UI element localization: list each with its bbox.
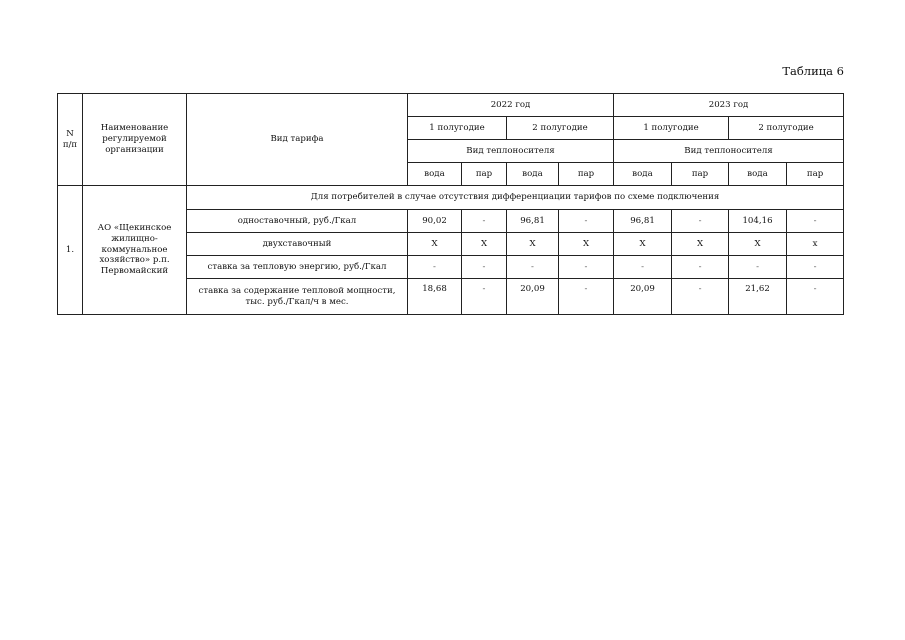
value-cell: - [408,256,462,279]
header-2022-half-1: 1 полугодие [408,117,507,140]
value-cell: Х [462,233,507,256]
header-organization-line: Наименование [100,123,169,134]
org-name-line: АО «Щекинское [97,223,172,234]
tariff-name: одноставочный, руб./Гкал [187,210,408,233]
value-cell: 20,09 [614,279,672,315]
value-cell: - [672,210,729,233]
value-cell: Х [614,233,672,256]
header-water: вода [729,163,787,186]
value-cell: 21,62 [729,279,787,315]
value-cell: - [507,256,559,279]
header-steam: пар [559,163,614,186]
header-2022-carrier: Вид теплоносителя [408,140,614,163]
header-2023-half-1: 1 полугодие [614,117,729,140]
value-cell: Х [559,233,614,256]
header-organization-line: регулируемой [102,134,167,145]
tariff-name-line: ставка за содержание тепловой мощности, [198,285,396,296]
tariff-name [187,279,408,315]
value-cell: Х [729,233,787,256]
header-number-line: п/п [62,139,78,150]
header-steam: пар [462,163,507,186]
value-cell: - [462,279,507,315]
value-cell: - [787,256,844,279]
value-cell: - [559,279,614,315]
header-number [58,94,83,186]
tariff-name: двухставочный [187,233,408,256]
header-steam: пар [672,163,729,186]
table-caption: Таблица 6 [782,64,844,78]
header-2022-half-2: 2 полугодие [507,117,614,140]
tariff-name-line: тыс. руб./Гкал/ч в мес. [245,296,349,307]
section-row [58,186,844,210]
value-cell: - [672,279,729,315]
org-name-line: хозяйство» р.п. [99,255,170,266]
value-cell: 18,68 [408,279,462,315]
header-organization-line: организации [105,144,164,155]
header-year-2023: 2023 год [614,94,844,117]
tariff-table [57,93,844,315]
value-cell: - [729,256,787,279]
value-cell: - [614,256,672,279]
value-cell: 20,09 [507,279,559,315]
org-number: 1. [58,186,83,315]
value-cell: x [787,233,844,256]
value-cell: 104,16 [729,210,787,233]
value-cell: Х [507,233,559,256]
org-name-line: жилищно- [111,233,158,244]
value-cell: - [787,279,844,315]
header-row-years [58,94,844,117]
header-2023-carrier: Вид теплоносителя [614,140,844,163]
value-cell: - [559,210,614,233]
value-cell: 96,81 [614,210,672,233]
value-cell: - [462,210,507,233]
value-cell: - [559,256,614,279]
value-cell: - [672,256,729,279]
value-cell: Х [408,233,462,256]
header-tariff-type: Вид тарифа [187,94,408,186]
header-water: вода [408,163,462,186]
org-name [83,186,187,315]
header-number-line: N [66,128,74,139]
org-name-line: коммунальное [101,244,168,255]
tariff-name: ставка за тепловую энергию, руб./Гкал [187,256,408,279]
header-water: вода [614,163,672,186]
header-water: вода [507,163,559,186]
value-cell: - [787,210,844,233]
value-cell: 90,02 [408,210,462,233]
header-year-2022: 2022 год [408,94,614,117]
header-2023-half-2: 2 полугодие [729,117,844,140]
section-title: Для потребителей в случае отсутствия дифференциации тарифов по схеме подключения [187,186,844,210]
value-cell: - [462,256,507,279]
org-name-line: Первомайский [100,266,169,277]
value-cell: 96,81 [507,210,559,233]
header-steam: пар [787,163,844,186]
value-cell: Х [672,233,729,256]
header-organization [83,94,187,186]
